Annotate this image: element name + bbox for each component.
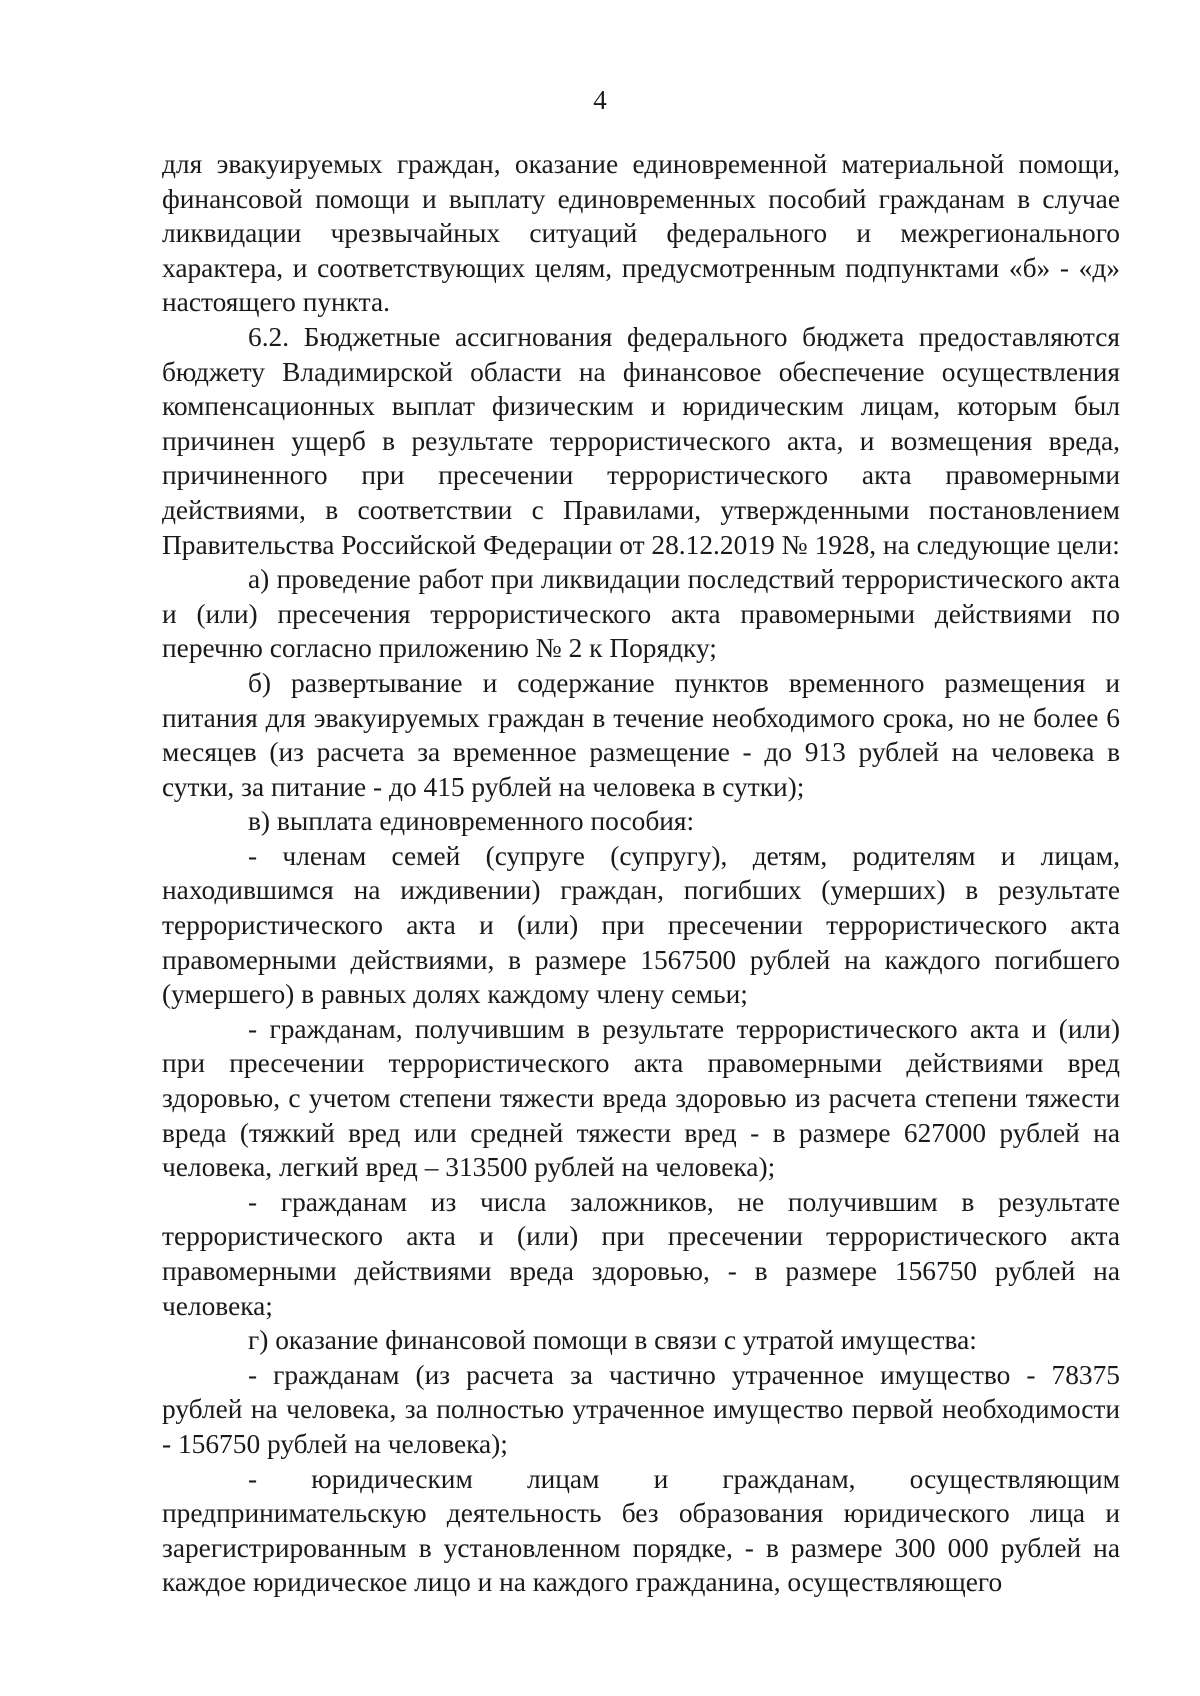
paragraph-item-v-hostages: - гражданам из числа заложников, не получившим в результате террористического акта и (или) при пресечении террористического акта правомерными действиями вреда здоровью, - в размере 156750 рублей на человека; [162,1186,1120,1321]
paragraph-item-v-injured: - гражданам, получившим в результате террористического акта и (или) при пресечении террористического акта правомерными действиями вред здоровью, с учетом степени тяжести вреда здоровью из расчета степени тяжести вреда (тяжкий вред или средней тяжести вред - в размере 627000 рублей на человека, легкий вред – 313500 рублей на человека); [162,1013,1120,1183]
paragraph-item-g-citizens: - гражданам (из расчета за частично утраченное имущество - 78375 рублей на человека, за полностью утраченное имущество первой необходимости - 156750 рублей на человека); [162,1359,1120,1459]
paragraph-continuation: для эвакуируемых граждан, оказание единовременной материальной помощи, финансовой помощи и выплату единовременных пособий гражданам в случае ликвидации чрезвычайных ситуаций федерального и межрегионального характера, и соответствующих целям, предусмотренным подпунктами «б» - «д» настоящего пункта. [162,149,1120,318]
page-number: 4 [593,85,607,115]
paragraph-item-v-families: - членам семей (супруге (супругу), детям, родителям и лицам, находившимся на иждивении) граждан, погибших (умерших) в результате террористического акта и (или) при пресечении террористического акта правомерными действиями, в размере 1567500 рублей на каждого погибшего (умершего) в равных долях каждому члену семьи; [162,840,1120,1010]
paragraph-item-g: г) оказание финансовой помощи в связи с утратой имущества: [248,1325,977,1356]
paragraph-item-a: а) проведение работ при ликвидации последствий террористического акта и (или) пресечения террористического акта правомерными действиями по перечню согласно приложению № 2 к Порядку; [162,564,1120,664]
paragraph-item-b: б) развертывание и содержание пунктов временного размещения и питания для эвакуируемых граждан в течение необходимого срока, но не более 6 месяцев (из расчета за временное размещение - до 913 рублей на человека в сутки, за питание - до 415 рублей на человека в сутки); [162,667,1120,802]
paragraph-6-2: 6.2. Бюджетные ассигнования федерального бюджета предоставляются бюджету Владимирской области на финансовое обеспечение осуществления компенсационных выплат физическим и юридическим лицам, которым был причинен ущерб в результате террористического акта, и возмещения вреда, причиненного при пресечении террористического акта правомерными действиями, в соответствии с Правилами, утвержденными постановлением Правительства Российской Федерации от 28.12.2019 № 1928, на следующие цели: [162,321,1120,560]
paragraph-item-v: в) выплата единовременного пособия: [248,806,695,837]
document-body [162,147,1120,1600]
paragraph-item-g-legal-entities: - юридическим лицам и гражданам, осуществляющим предпринимательскую деятельность без образования юридического лица и зарегистрированным в установленном порядке, - в размере 300 000 рублей на каждое юридическое лицо и на каждого гражданина, осуществляющего [162,1463,1120,1598]
